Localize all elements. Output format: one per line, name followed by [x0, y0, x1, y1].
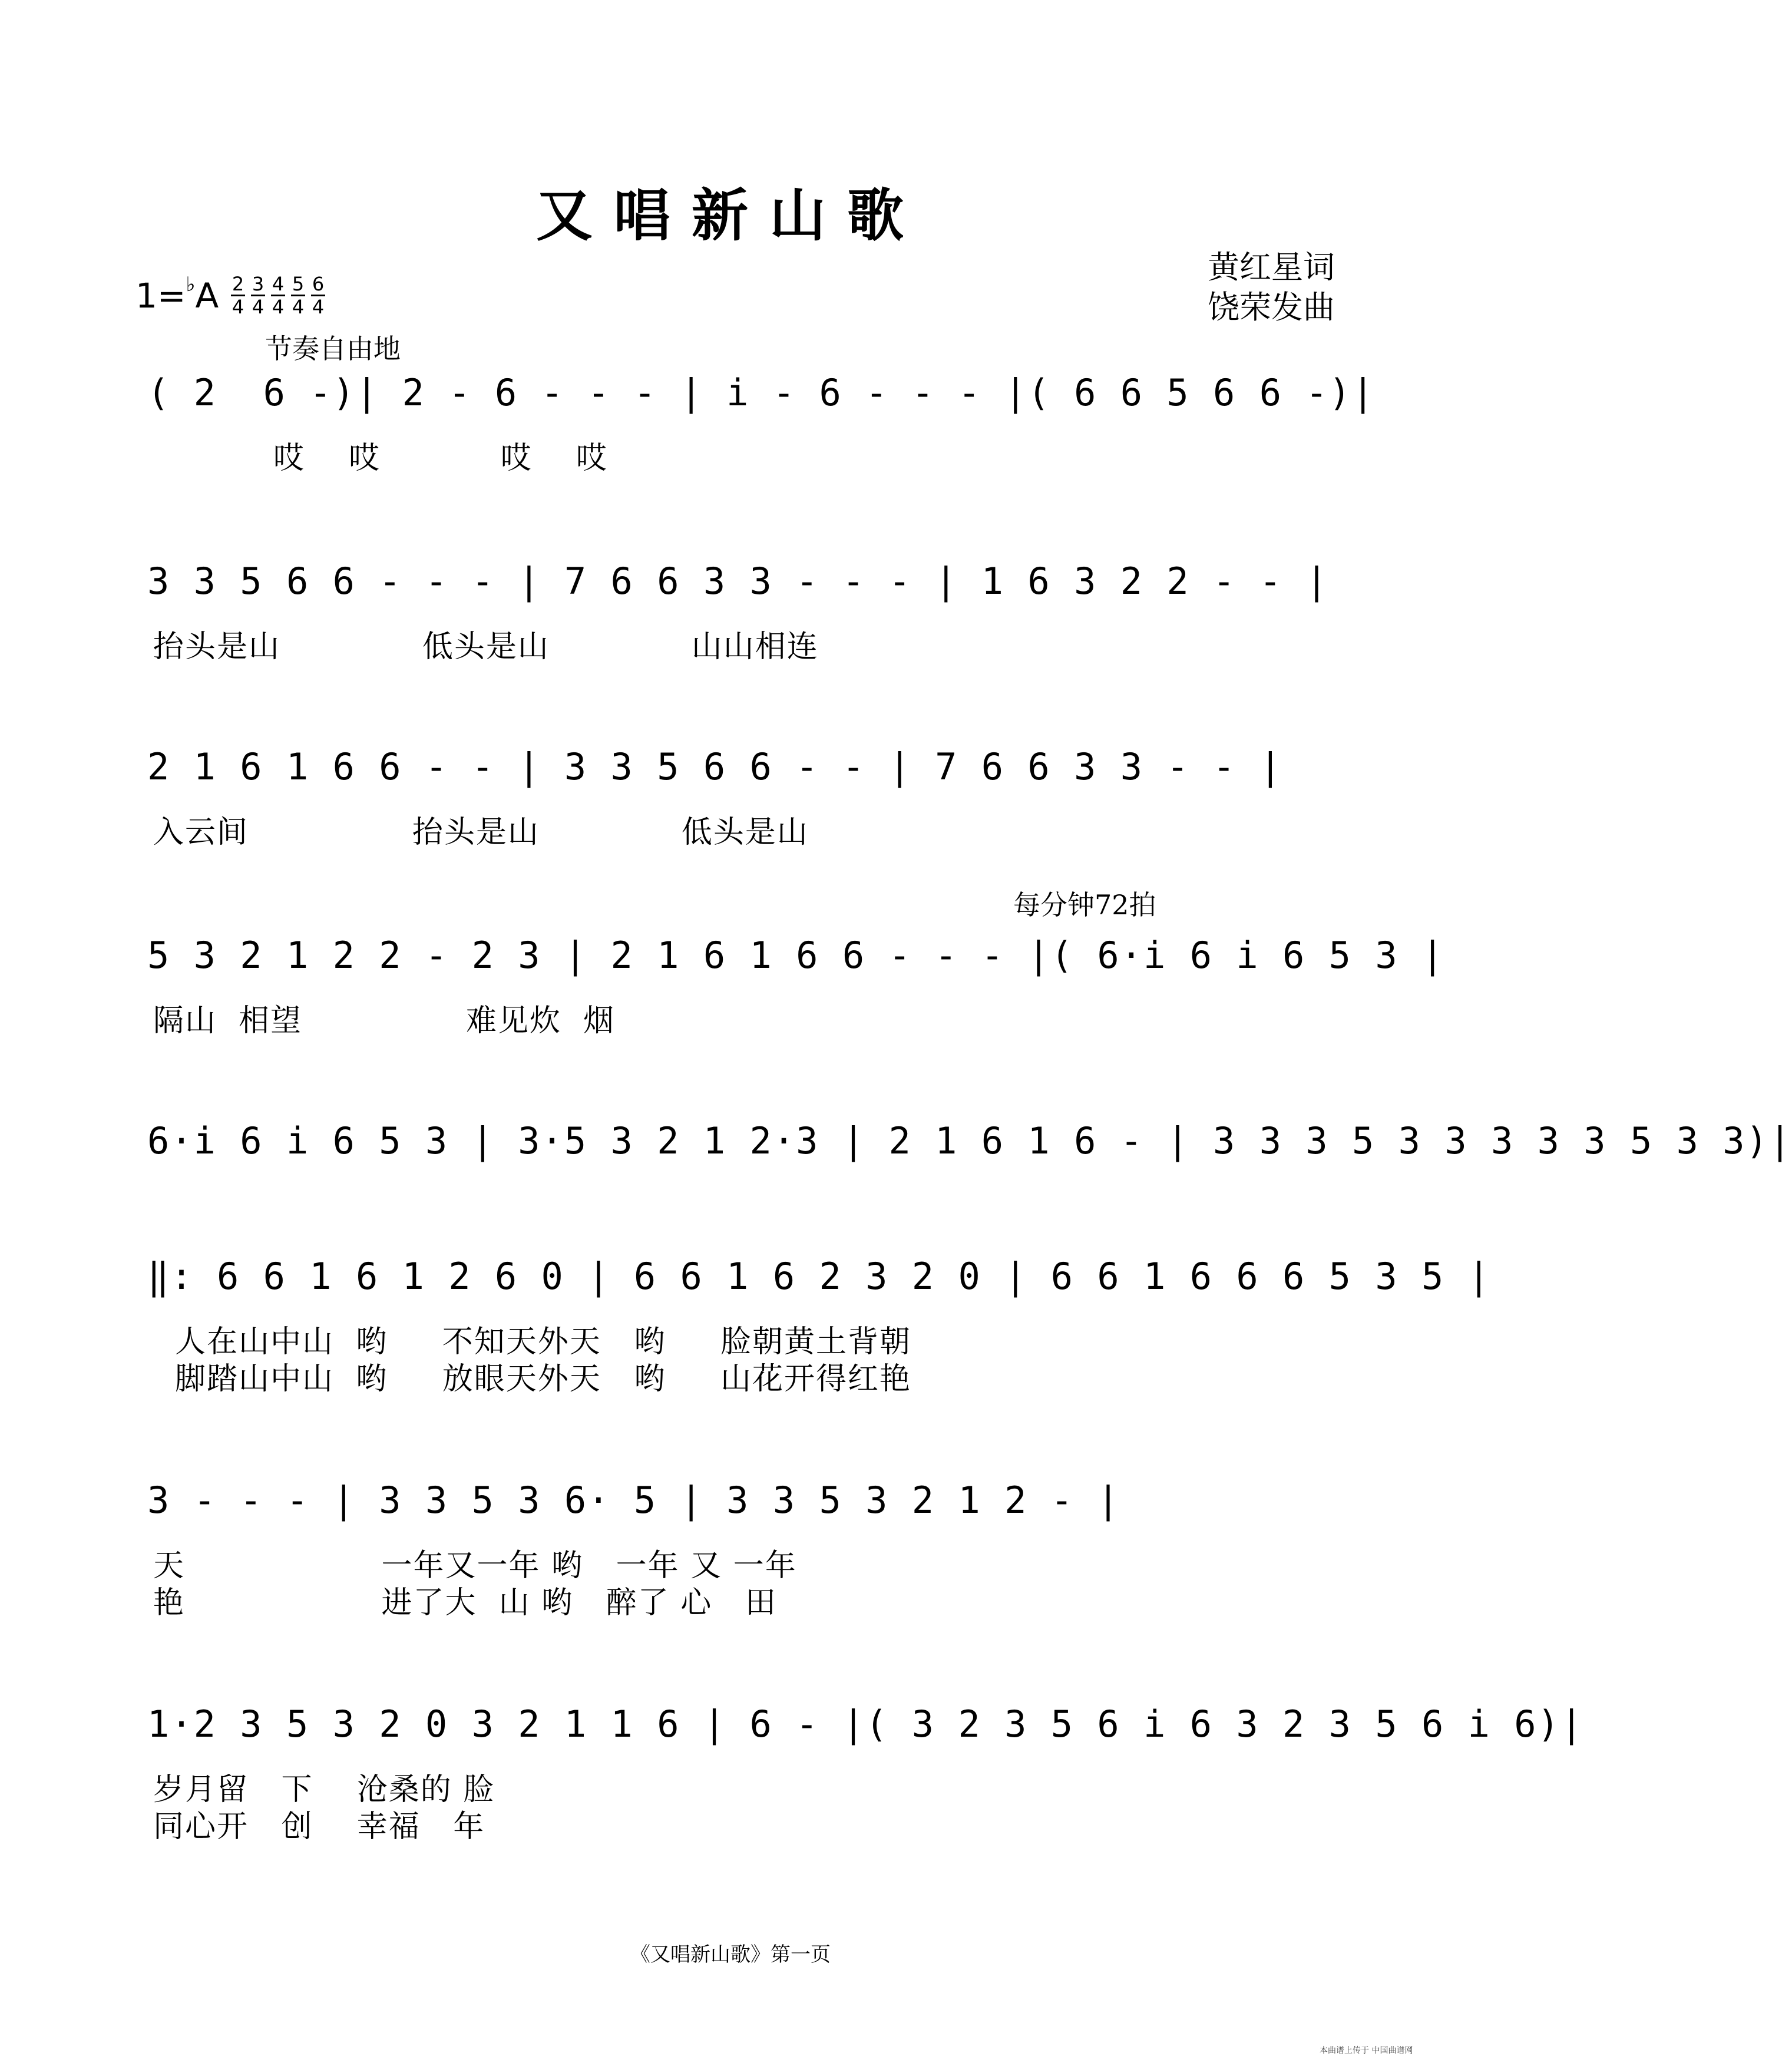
meter: $\frac{5}{4}$	[292, 273, 305, 318]
lyric-line: 入云间 抬头是山 低头是山	[153, 815, 809, 850]
score-system-1	[0, 371, 1461, 501]
notation-line: 2 1 6 1 6 6 - - | 3 3 5 6 6 - - | 7 6 6 3 3 - - |	[147, 745, 1283, 788]
lyric-line-verse-2: 同心开 创 幸福 年	[153, 1809, 485, 1844]
lyric-line-verse-2: 脚踏山中山 哟 放眼天外天 哟 山花开得红艳	[153, 1361, 911, 1397]
lyric-line: 抬头是山 低头是山 山山相连	[153, 629, 819, 665]
credits	[1208, 247, 1335, 328]
notation-line: 3 - - - | 3 3 5 3 6· 5 | 3 3 5 3 2 1 2 - |	[147, 1479, 1120, 1522]
meter: $\frac{6}{4}$	[312, 273, 325, 318]
flat-sign: ♭	[186, 272, 196, 296]
lyricist-credit: 黄红星词	[1208, 249, 1335, 286]
page-footer: 《又唱新山歌》第一页	[630, 1943, 831, 1966]
score-system-3	[0, 745, 1461, 875]
lyric-line-verse-1: 岁月留 下 沧桑的 脸	[153, 1772, 495, 1807]
lyric-line-verse-2: 艳 进了大 山 哟 醉了 心 田	[153, 1585, 777, 1621]
score-system-8	[0, 1703, 1584, 1844]
tempo-72-marking: 每分钟72拍	[1013, 889, 1156, 921]
notation-line: ( 2 6 -)| 2 - 6 - - - | i - 6 - - - |( 6 6 5 6 6 -)|	[147, 371, 1376, 414]
score-system-7	[0, 1479, 1461, 1621]
meter: $\frac{4}{4}$	[272, 273, 285, 318]
notation-line: 6·i 6 i 6 5 3 | 3·5 3 2 1 2·3 | 2 1 6 1 6 - | 3 3 3 5 3 3 3 3 3 5 3 3)|	[147, 1119, 1792, 1162]
score-system-6	[0, 1255, 1491, 1397]
lyric-line-verse-1: 天 一年又一年 哟 一年 又 一年	[153, 1548, 797, 1584]
notation-line: 5 3 2 1 2 2 - 2 3 | 2 1 6 1 6 6 - - - |( 6·i 6 i 6 5 3 |	[147, 934, 1445, 977]
score-system-4	[0, 934, 1461, 1063]
key-note: A	[195, 276, 219, 316]
key-signature	[135, 272, 219, 316]
notation-line: 3 3 5 6 6 - - - | 7 6 6 3 3 - - - | 1 6 3 2 2 - - |	[147, 560, 1329, 603]
score-system-2	[0, 560, 1461, 689]
score-system-5	[0, 1119, 1792, 1249]
upload-credit: 本曲谱上传于 中国曲谱网	[1320, 2046, 1413, 2055]
lyric-line: 哎 哎 哎 哎	[153, 441, 608, 476]
tempo-free-marking: 节奏自由地	[265, 333, 401, 365]
page-title: 又唱新山歌	[536, 183, 925, 249]
key-prefix: 1=	[135, 276, 186, 316]
composer-credit: 饶荣发曲	[1208, 289, 1335, 326]
notation-line: 1·2 3 5 3 2 0 3 2 1 1 6 | 6 - |( 3 2 3 5 6 i 6 3 2 3 5 6 i 6)|	[147, 1703, 1584, 1746]
notation-line: ‖: 6 6 1 6 1 2 6 0 | 6 6 1 6 2 3 2 0 | 6 6 1 6 6 6 5 3 5 |	[147, 1255, 1491, 1298]
time-signatures	[231, 275, 325, 316]
meter: $\frac{2}{4}$	[232, 273, 244, 318]
lyric-line: 隔山 相望 难见炊 烟	[153, 1003, 616, 1039]
meter: $\frac{3}{4}$	[252, 273, 264, 318]
lyric-line-verse-1: 人在山中山 哟 不知天外天 哟 脸朝黄土背朝	[153, 1324, 911, 1360]
